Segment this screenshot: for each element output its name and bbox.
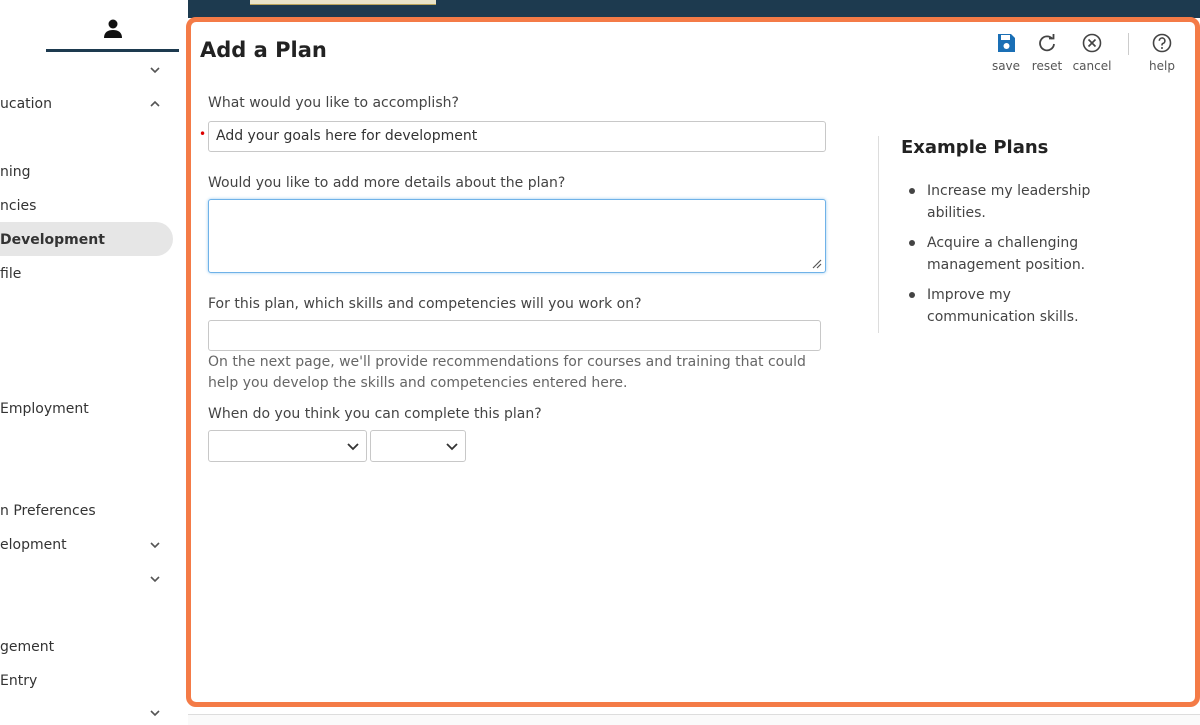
reset-label: reset: [1031, 59, 1063, 73]
resize-handle-icon[interactable]: [812, 259, 822, 269]
save-button[interactable]: [984, 32, 1028, 73]
required-indicator: •: [199, 127, 207, 141]
help-label: help: [1149, 59, 1175, 73]
example-plans-title: Example Plans: [901, 137, 1049, 158]
sidebar-item-education[interactable]: ucation: [0, 96, 52, 112]
completion-question-label: When do you think you can complete this plan?: [208, 406, 542, 422]
chevron-down-icon: [346, 441, 360, 453]
sidebar-item-employment[interactable]: Employment: [0, 401, 89, 417]
sidebar-item-profile[interactable]: file: [0, 266, 22, 282]
company-logo: [250, 0, 436, 5]
chevron-down-icon: [445, 441, 459, 453]
cancel-label: cancel: [1072, 59, 1112, 73]
toolbar-divider: [1128, 33, 1129, 55]
example-divider: [878, 136, 879, 333]
chevron-down-icon[interactable]: [148, 572, 162, 586]
chevron-down-icon[interactable]: [148, 706, 162, 720]
cancel-icon: [1081, 32, 1103, 54]
sidebar-item-development[interactable]: Development: [0, 232, 105, 248]
save-label: save: [991, 59, 1021, 73]
cancel-button[interactable]: [1070, 32, 1114, 73]
skills-help-text: On the next page, we'll provide recommendations for courses and training that could help you develop the skills and competencies entered here.: [208, 354, 806, 391]
sidebar-item-career-development[interactable]: elopment: [0, 537, 67, 553]
chevron-up-icon[interactable]: [148, 97, 162, 111]
sidebar-item-competencies[interactable]: ncies: [0, 198, 37, 214]
skills-question-label: For this plan, which skills and competencies will you work on?: [208, 296, 642, 312]
list-item: Improve my communication skills.: [909, 284, 1109, 328]
help-button[interactable]: [1140, 32, 1184, 73]
save-icon: [995, 32, 1017, 54]
help-icon: [1151, 32, 1173, 54]
list-item: Acquire a challenging management position.: [909, 232, 1109, 276]
user-icon[interactable]: [104, 19, 122, 39]
sidebar-item-preferences[interactable]: n Preferences: [0, 503, 96, 519]
sidebar-item-management[interactable]: gement: [0, 639, 55, 655]
chevron-down-icon[interactable]: [148, 63, 162, 77]
month-select[interactable]: [208, 430, 367, 462]
details-question-label: Would you like to add more details about the plan?: [208, 175, 566, 191]
list-item: Increase my leadership abilities.: [909, 180, 1109, 224]
example-plans-list: [909, 180, 1109, 336]
year-select[interactable]: [370, 430, 466, 462]
sidebar-item-entry[interactable]: Entry: [0, 673, 38, 689]
sidebar-item-training[interactable]: ning: [0, 164, 31, 180]
skills-input[interactable]: [208, 320, 821, 351]
details-textarea[interactable]: [208, 199, 826, 273]
reset-icon: [1036, 32, 1058, 54]
chevron-down-icon[interactable]: [148, 538, 162, 552]
goal-input[interactable]: Add your goals here for development: [208, 121, 826, 152]
footer-strip: [188, 714, 1200, 725]
goal-question-label: What would you like to accomplish?: [208, 95, 459, 111]
sidebar: [0, 0, 188, 725]
page-title: Add a Plan: [200, 38, 327, 62]
reset-button[interactable]: [1025, 32, 1069, 73]
